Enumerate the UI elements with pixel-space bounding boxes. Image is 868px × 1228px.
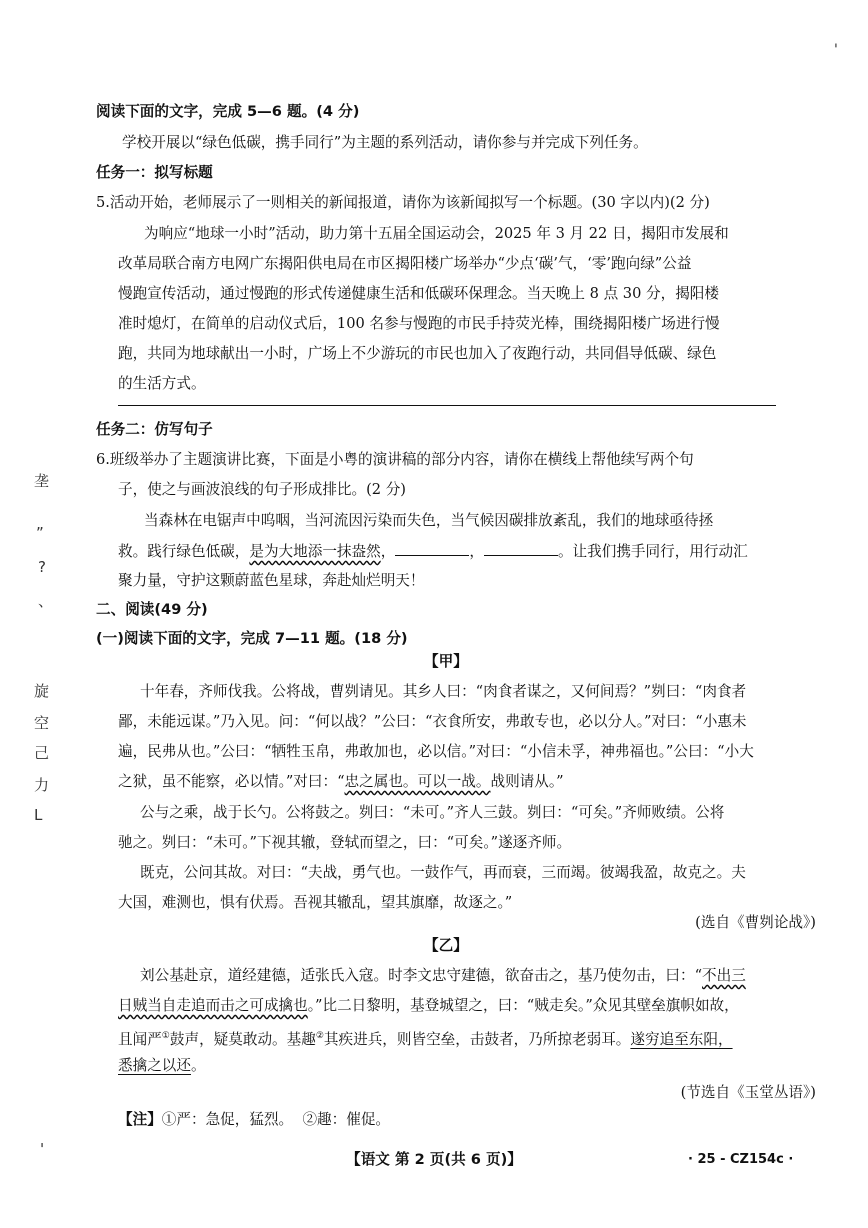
margin-mark: 力 <box>34 776 50 794</box>
wavy-sentence: 是为大地添一抹盎然 <box>249 543 381 560</box>
fill-blank-1[interactable] <box>395 541 469 556</box>
yi-line <box>118 1056 206 1076</box>
speech-line: 聚力量，守护这颗蔚蓝色星球，奔赴灿烂明天！ <box>118 572 425 589</box>
yi-line <box>140 966 746 986</box>
wavy-sentence: 忠之属也。可以一战。 <box>344 773 491 790</box>
question-5: 5.活动开始，老师展示了一则相关的新闻报道，请你为该新闻拟写一个标题。(30 字以内)(2 分) <box>96 194 710 211</box>
yi-source: (节选自《玉堂丛语》) <box>680 1084 816 1101</box>
news-line: 跑，共同为地球献出一小时，广场上不少游玩的市民也加入了夜跑行动，共同倡导低碳、绿色 <box>118 345 717 362</box>
speech-text: 。让我们携手同行，用行动汇 <box>557 543 748 560</box>
margin-mark: L <box>34 806 43 824</box>
margin-mark: 旋 <box>34 682 50 700</box>
exam-code: · 25 - CZ154c · <box>688 1152 794 1167</box>
news-line: 准时熄灯，在简单的启动仪式后，100 名参与慢跑的市民手持荧光棒，围绕揭阳楼广场进行慢 <box>118 315 720 332</box>
underlined-sentence: 遂穷追至东阳， <box>630 1030 733 1048</box>
task2-title: 任务二：仿写句子 <box>96 421 213 438</box>
section-header: 阅读下面的文字，完成 5—6 题。(4 分) <box>96 103 360 120</box>
yi-text: 。 <box>190 1057 206 1074</box>
margin-mark: 己 <box>34 744 50 762</box>
jia-line: 十年春，齐师伐我。公将战，曹刿请见。其乡人曰：“肉食者谋之，又何间焉？”刿曰：“肉食者 <box>140 683 747 700</box>
note-marker: ② <box>315 1031 324 1041</box>
jia-line: 鄙，未能远谋。”乃入见。问：“何以战？”公曰：“衣食所安，弗敢专也，必以分人。”对曰：“小惠未 <box>118 713 747 730</box>
yi-text: 且闻严 <box>118 1030 162 1048</box>
speech-text: 救。践行绿色低碳， <box>118 543 250 560</box>
speech-text: ， <box>380 543 396 560</box>
jia-text: 之狱，虽不能察，必以情。”对曰：“ <box>118 773 345 790</box>
margin-mark: 、 <box>38 592 54 610</box>
corner-mark: ' <box>40 1140 45 1158</box>
page-footer: 【语文 第 2 页(共 6 页)】 <box>346 1151 522 1168</box>
subsection-title: (一)阅读下面的文字，完成 7—11 题。(18 分) <box>96 630 408 647</box>
question-6-cont: 子，使之与画波浪线的句子形成排比。(2 分) <box>118 481 407 498</box>
jia-line <box>118 772 564 792</box>
jia-line: 遍，民弗从也。”公曰：“牺牲玉帛，弗敢加也，必以信。”对曰：“小信未孚，神弗福也。”公曰：“小大 <box>118 743 754 760</box>
jia-line: 大国，难测也，惧有伏焉。吾视其辙乱，望其旗靡，故逐之。” <box>118 894 513 911</box>
news-line: 的生活方式。 <box>118 375 206 392</box>
jia-text: 战则请从。” <box>490 773 564 790</box>
jia-source: (选自《曹刿论战》) <box>695 914 816 931</box>
news-line: 为响应“地球一小时”活动，助力第十五届全国运动会，2025 年 3 月 22 日，揭阳市发展和 <box>144 225 729 242</box>
speech-text: ， <box>469 543 484 560</box>
yi-line <box>118 996 739 1016</box>
note-text: ①严：急促，猛烈。 <box>161 1111 294 1128</box>
jia-line: 公与之乘，战于长勺。公将鼓之。刿曰：“未可。”齐人三鼓。刿曰：“可矣。”齐师败绩。公将 <box>140 804 725 821</box>
speech-line <box>118 541 748 562</box>
note-text: ②趣：催促。 <box>302 1111 391 1128</box>
notes-label: 【注】 <box>118 1111 162 1128</box>
note-marker: ① <box>161 1031 170 1041</box>
margin-mark: ? <box>38 558 46 576</box>
news-line: 改革局联合南方电网广东揭阳供电局在市区揭阳楼广场举办“少点‘碳’气，‘零’跑向绿”公益 <box>118 255 692 272</box>
margin-mark: 垄 <box>34 472 50 490</box>
yi-text: 。”比二日黎明，基登城望之，曰：“贼走矣。”众见其壁垒旗帜如故， <box>307 997 739 1014</box>
speech-line: 当森林在电锯声中呜咽，当河流因污染而失色，当气候因碳排放紊乱，我们的地球亟待拯 <box>144 512 714 529</box>
passage-jia-label: 【甲】 <box>424 653 468 670</box>
notes <box>118 1110 390 1130</box>
margin-mark: ” <box>36 524 44 542</box>
intro-text: 学校开展以“绿色低碳，携手同行”为主题的系列活动，请你参与并完成下列任务。 <box>122 134 648 151</box>
yi-text: 其疾进兵，则皆空垒，击鼓者，乃所掠老弱耳。 <box>323 1030 631 1048</box>
jia-line: 既克，公问其故。对曰：“夫战，勇气也。一鼓作气，再而衰，三而竭。彼竭我盈，故克之。夫 <box>140 864 746 881</box>
corner-mark: ' <box>834 42 838 58</box>
underlined-sentence: 悉擒之以还 <box>118 1057 191 1074</box>
yi-text: 鼓声，疑莫敢动。基趣 <box>169 1030 316 1048</box>
fill-blank-2[interactable] <box>484 541 558 556</box>
yi-text: 刘公基赴京，道经建德，适张氏入寇。时李文忠守建德，欲奋击之，基乃使勿击，曰：“ <box>140 967 703 984</box>
question-6: 6.班级举办了主题演讲比赛，下面是小粤的演讲稿的部分内容，请你在横线上帮他续写两个句 <box>96 451 694 468</box>
task1-title: 任务一：拟写标题 <box>96 164 213 181</box>
answer-line[interactable] <box>118 405 776 406</box>
section-title: 二、阅读(49 分) <box>96 601 208 618</box>
news-line: 慢跑宣传活动，通过慢跑的形式传递健康生活和低碳环保理念。当天晚上 8 点 30 分，揭阳楼 <box>118 285 719 302</box>
yi-line <box>118 1026 733 1050</box>
jia-line: 驰之。刿曰：“未可。”下视其辙，登轼而望之，曰：“可矣。”遂逐齐师。 <box>118 834 572 851</box>
wavy-sentence: 日贼当自走追而击之可成擒也 <box>118 997 308 1014</box>
passage-yi-label: 【乙】 <box>424 937 468 954</box>
wavy-sentence: 不出三 <box>702 967 746 984</box>
margin-mark: 空 <box>34 714 50 732</box>
